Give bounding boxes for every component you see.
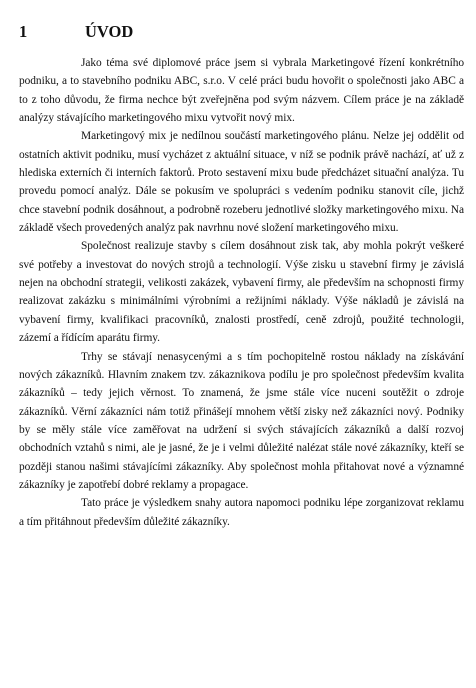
paragraph-3: Společnost realizuje stavby s cílem dosáhnout zisk tak, aby mohla pokrýt veškeré své potřeby a investovat do nových strojů a technologií. Výše zisku u stavební firmy je závislá nejen na obchodní strategii, velikosti zakázek, vybavení firmy, ale především na schopnosti firmy realizovat zakázku s minimálními výrobními a režijními náklady. Výše nákladů je závislá na vybavení firmy, kvalifikaci pracovníků, znalosti prostředí, ceně zdrojů, použité technologii, zázemí a řídícím aparátu firmy.	[19, 240, 464, 345]
chapter-title: ÚVOD	[85, 22, 134, 41]
chapter-heading	[19, 22, 464, 42]
paragraph-4: Trhy se stávají nenasycenými a s tím pochopitelně rostou náklady na získávání nových zákazníků. Hlavním znakem tzv. zákaznikova podílu je pro společnost především kvalita zákazníků – tedy jejich věrnost. To znamená, že jsme stále více nuceni soutěžit o zdroje zákazníků. Věrní zákazníci nám totiž přinášejí mnohem větší zisky než zákazníci nový. Podniky by se měly stále více zaměřovat na udržení si svých stávajících zákazníků a další rozvoj obchodních vztahů s nimi, ale je jasné, že je i velmi důležité nalézat stále nové zákazníky, kteří se později stanou našimi stávajícími zákazníky. Aby společnost mohla přitahovat nové a významné zákazníky je zapotřebí dobré reklamy a propagace.	[19, 350, 464, 491]
paragraph-1: Jako téma své diplomové práce jsem si vybrala Marketingové řízení konkrétního podniku, a to stavebního podniku ABC, s.r.o. V celé práci budu hovořit o společnosti jako ABC a to z toho důvodu, že firma nechce být zveřejněna pod svým názvem. Cílem práce je na základě analýzy stávajícího marketingového mixu vytvořit nový mix.	[19, 57, 464, 125]
paragraph-2: Marketingový mix je nedílnou součástí marketingového plánu. Nelze jej oddělit od ostatních aktivit podniku, musí vycházet z aktuální situace, v níž se podnik právě nachází, ať už z hlediska externích či interních faktorů. Proto sestavení mixu bude předcházet situační analýza. Tu provedu pomocí analýz. Dále se pokusím ve spolupráci s vedením podniku stanovit cíle, jichž chce stavební podnik dosáhnout, a podrobně rozeberu jednotlivé složky marketingového mixu. Na základě všech provedených analýz pak navrhnu nové složení marketingového mixu.	[19, 130, 464, 235]
chapter-number: 1	[19, 22, 28, 41]
paragraph-5: Tato práce je výsledkem snahy autora napomoci podniku lépe zorganizovat reklamu a tím přitáhnout především důležité zákazníky.	[19, 497, 464, 528]
